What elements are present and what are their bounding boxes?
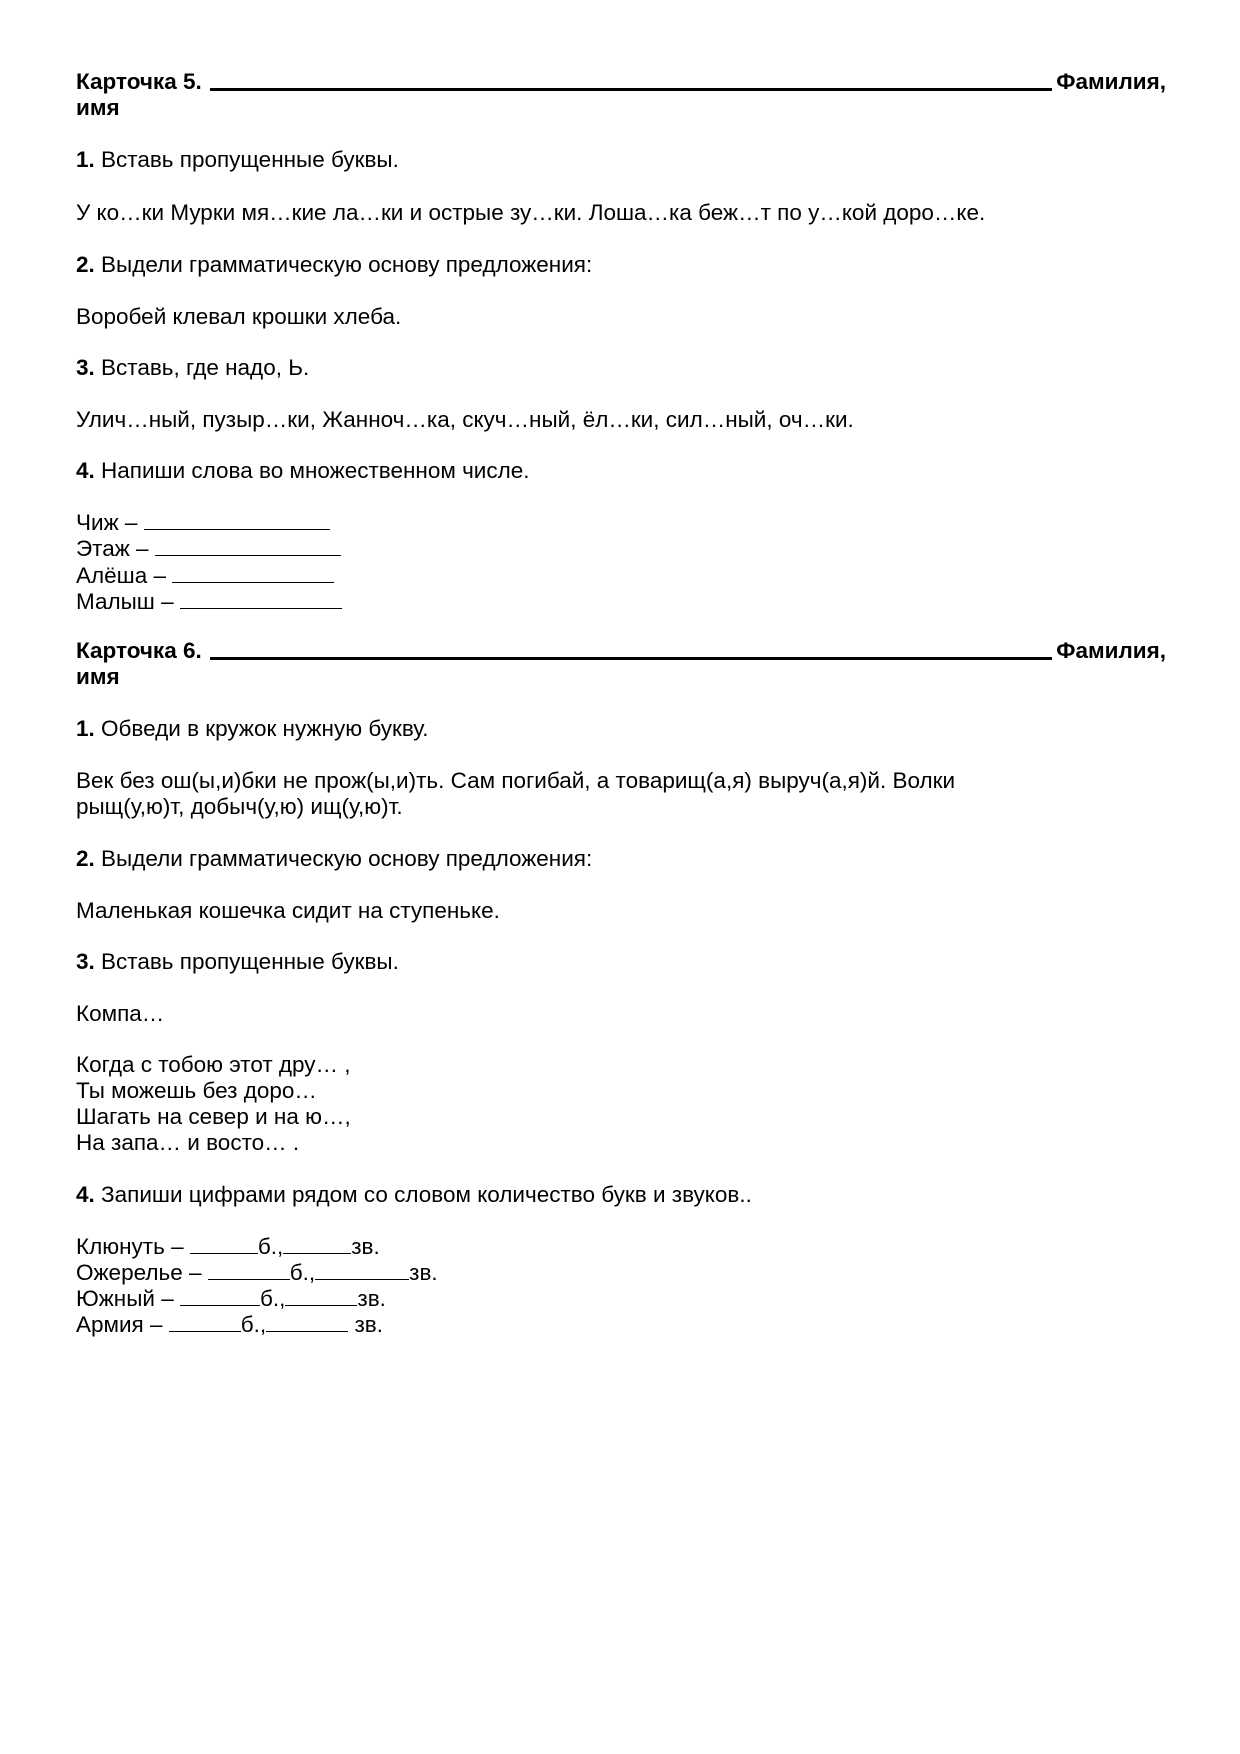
sounds-blank[interactable] <box>283 1252 351 1254</box>
word-label: Ожерелье – <box>76 1260 202 1285</box>
task-heading <box>76 456 530 485</box>
word-label: Чиж – <box>76 510 138 535</box>
word-label: Клюнуть – <box>76 1234 184 1259</box>
card-5-header <box>76 67 1166 96</box>
task-number: 4. <box>76 1182 95 1207</box>
task-number: 3. <box>76 949 95 974</box>
letters-suffix: б., <box>289 1260 316 1285</box>
task-number: 4. <box>76 458 95 483</box>
task-heading <box>76 1180 752 1209</box>
word-label: Алёша – <box>76 563 166 588</box>
task-heading <box>76 947 399 976</box>
word-row <box>76 508 330 537</box>
letters-blank[interactable] <box>190 1252 258 1254</box>
count-row <box>76 1310 383 1339</box>
task-instruction: Запиши цифрами рядом со словом количество букв и звуков.. <box>101 1182 752 1207</box>
answer-blank[interactable] <box>155 554 341 556</box>
task-number: 3. <box>76 355 95 380</box>
letters-blank[interactable] <box>169 1330 241 1332</box>
task-heading <box>76 145 399 174</box>
task-text: Маленькая кошечка сидит на ступеньке. <box>76 898 500 923</box>
task-text: Век без ош(ы,и)бки не прож(ы,и)ть. Сам погибай, а товарищ(а,я) выруч(а,я)й. Волки <box>76 768 956 793</box>
word-label: Этаж – <box>76 536 149 561</box>
sounds-blank[interactable] <box>285 1304 357 1306</box>
word-row <box>76 534 341 563</box>
task-number: 2. <box>76 846 95 871</box>
name-label: Фамилия, <box>1056 69 1166 94</box>
name-blank-line[interactable] <box>210 656 1053 660</box>
task-instruction: Выдели грамматическую основу предложения: <box>101 846 593 871</box>
sounds-blank[interactable] <box>315 1278 409 1280</box>
task-text: рыщ(у,ю)т, добыч(у,ю) ищ(у,ю)т. <box>76 794 403 819</box>
task-heading <box>76 844 592 873</box>
task-number: 1. <box>76 147 95 172</box>
sounds-suffix: зв. <box>409 1260 438 1285</box>
poem-line: Ты можешь без доро… <box>76 1078 317 1103</box>
poem-line: На запа… и восто… . <box>76 1130 300 1155</box>
sounds-suffix: зв. <box>354 1312 383 1337</box>
task-instruction: Вставь пропущенные буквы. <box>101 949 399 974</box>
task-heading <box>76 714 429 743</box>
card-6-header <box>76 636 1166 665</box>
count-row <box>76 1232 380 1261</box>
poem-line: Шагать на север и на ю…, <box>76 1104 351 1129</box>
card-title: Карточка 5. <box>76 69 202 94</box>
sounds-suffix: зв. <box>351 1234 380 1259</box>
task-text: Воробей клевал крошки хлеба. <box>76 304 402 329</box>
poem-line: Когда с тобою этот дру… , <box>76 1052 351 1077</box>
word-row <box>76 587 342 616</box>
count-row <box>76 1284 386 1313</box>
name-label: Фамилия, <box>1056 638 1166 663</box>
task-number: 2. <box>76 252 95 277</box>
task-text: У ко…ки Мурки мя…кие ла…ки и острые зу…ки. Лоша…ка беж…т по у…кой доро…ке. <box>76 200 986 225</box>
answer-blank[interactable] <box>180 607 342 609</box>
task-heading <box>76 250 592 279</box>
name-label-continued: имя <box>76 95 120 120</box>
poem-title: Компа… <box>76 1001 165 1026</box>
answer-blank[interactable] <box>144 528 330 530</box>
name-label-continued: имя <box>76 664 120 689</box>
card-title: Карточка 6. <box>76 638 202 663</box>
word-label: Южный – <box>76 1286 174 1311</box>
task-instruction: Вставь пропущенные буквы. <box>101 147 399 172</box>
word-label: Армия – <box>76 1312 163 1337</box>
sounds-suffix: зв. <box>357 1286 386 1311</box>
word-label: Малыш – <box>76 589 174 614</box>
task-heading <box>76 353 309 382</box>
letters-suffix: б., <box>259 1286 286 1311</box>
count-row <box>76 1258 438 1287</box>
task-instruction: Выдели грамматическую основу предложения: <box>101 252 593 277</box>
letters-suffix: б., <box>257 1234 284 1259</box>
letters-blank[interactable] <box>180 1304 260 1306</box>
task-instruction: Обведи в кружок нужную букву. <box>101 716 429 741</box>
name-blank-line[interactable] <box>210 87 1053 91</box>
sounds-blank[interactable] <box>266 1330 348 1332</box>
task-text: Улич…ный, пузыр…ки, Жанноч…ка, скуч…ный, ёл…ки, сил…ный, оч…ки. <box>76 407 854 432</box>
task-instruction: Напиши слова во множественном числе. <box>101 458 530 483</box>
task-number: 1. <box>76 716 95 741</box>
task-instruction: Вставь, где надо, Ь. <box>101 355 310 380</box>
letters-suffix: б., <box>240 1312 267 1337</box>
answer-blank[interactable] <box>172 581 334 583</box>
letters-blank[interactable] <box>208 1278 290 1280</box>
word-row <box>76 561 334 590</box>
